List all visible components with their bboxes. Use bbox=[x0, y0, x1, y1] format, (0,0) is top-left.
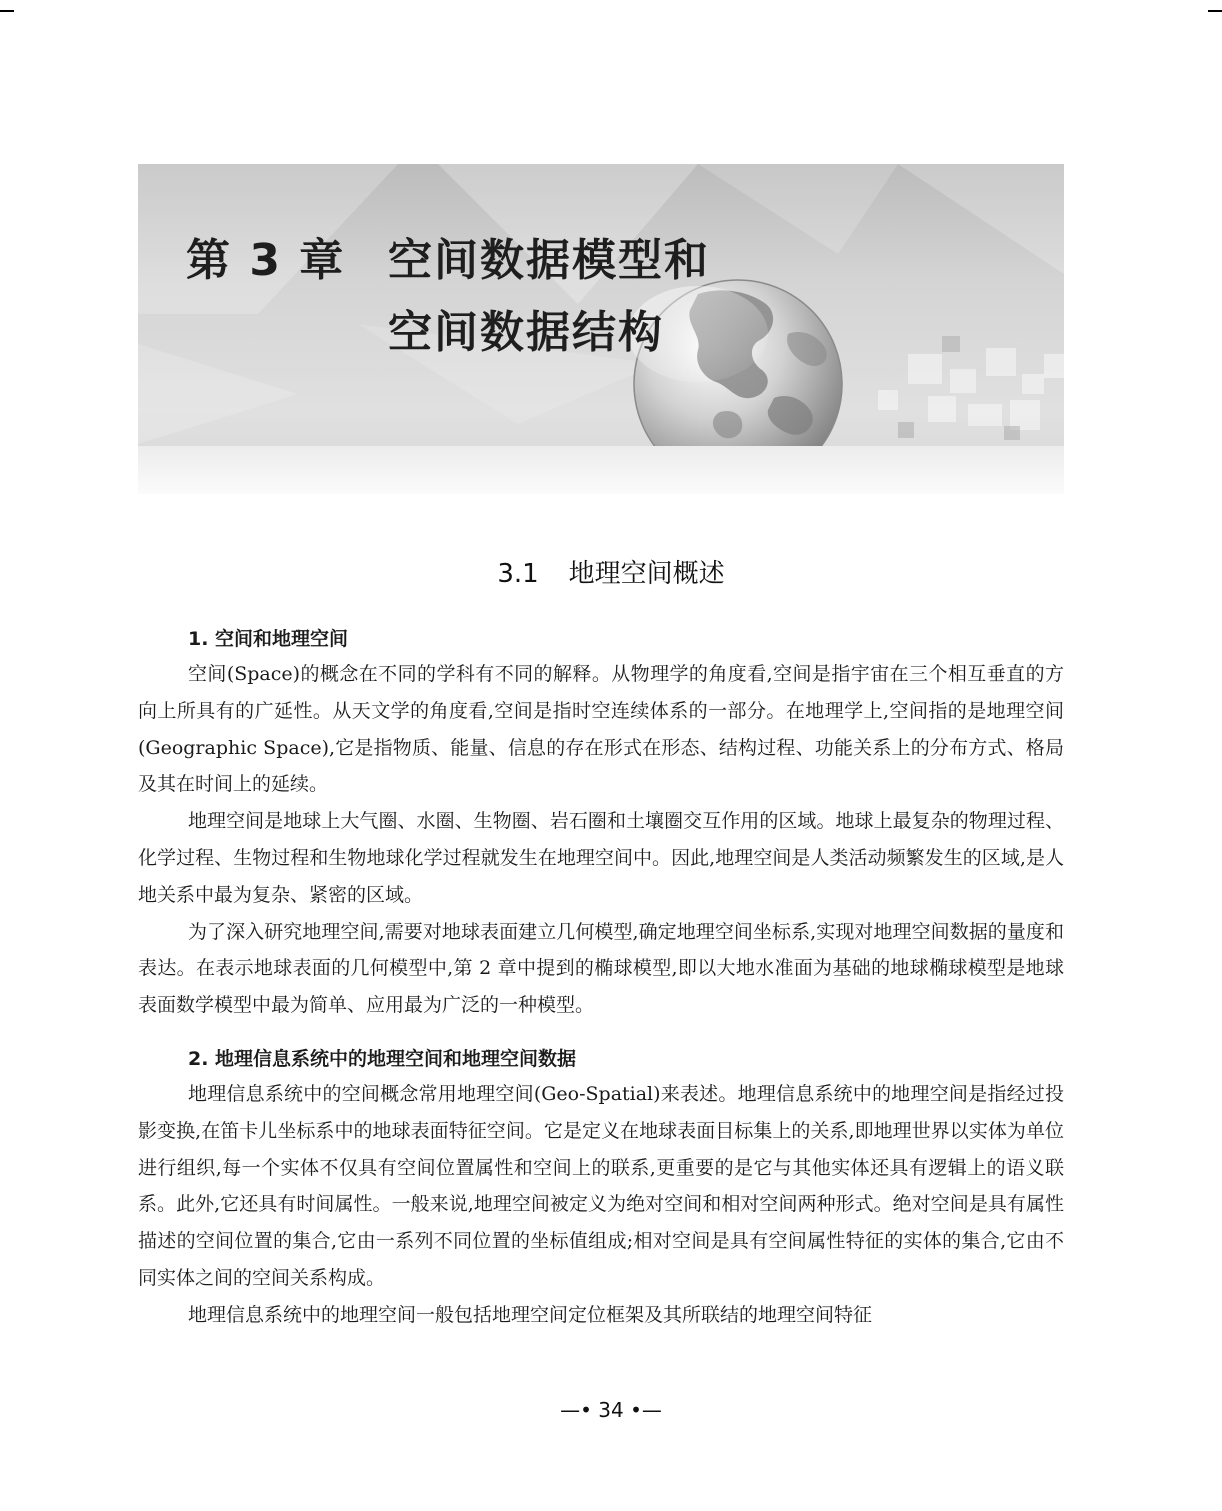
body-content bbox=[138, 622, 1064, 1334]
paragraph: 地理信息系统中的地理空间一般包括地理空间定位框架及其所联结的地理空间特征 bbox=[188, 1303, 873, 1326]
page-number: 34 bbox=[598, 1398, 624, 1422]
section-heading bbox=[0, 553, 1222, 590]
crop-mark-right bbox=[1208, 10, 1222, 12]
paragraph: 地理信息系统中的空间概念常用地理空间(Geo-Spatial)来表述。地理信息系统中的地理空间是指经过投影变换,在笛卡儿坐标系中的地球表面特征空间。它是定义在地球表面目标集上的关系,即地理世界以实体为单位进行组织,每一个实体不仅具有空间位置属性和空间上的联系,更重要的是它与其他实体还具有逻辑上的语义联系。此外,它还具有时间属性。一般来说,地理空间被定义为绝对空间和相对空间两种形式。绝对空间是具有属性描述的空间位置的集合,它由一系列不同位置的坐标值组成;相对空间是具有空间属性特征的实体的集合,它由不同实体之间的空间关系构成。 bbox=[138, 1082, 1064, 1289]
section-gap bbox=[138, 1024, 1064, 1042]
banner-bottom-band bbox=[138, 446, 1064, 494]
page-dash-left: —• bbox=[560, 1398, 592, 1422]
page-dash-right: •— bbox=[630, 1398, 662, 1422]
section-number: 3.1 bbox=[497, 559, 539, 589]
chapter-title-line1: 空间数据模型和 bbox=[388, 235, 710, 286]
paragraph: 空间(Space)的概念在不同的学科有不同的解释。从物理学的角度看,空间是指宇宙在三个相互垂直的方向上所具有的广延性。从天文学的角度看,空间是指时空连续体系的一部分。在地理学上,空间指的是地理空间(Geographic Space),它是指物质、能量、信息的存在形式在形态、结构过程、功能关系上的分布方式、格局及其在时间上的延续。 bbox=[138, 663, 1064, 796]
paragraph: 地理空间是地球上大气圈、水圈、生物圈、岩石圈和土壤圈交互作用的区域。地球上最复杂的物理过程、化学过程、生物过程和生物地球化学过程就发生在地理空间中。因此,地理空间是人类活动频繁发生的区域,是人地关系中最为复杂、紧密的区域。 bbox=[138, 810, 1064, 906]
page-number-footer bbox=[0, 1398, 1222, 1422]
chapter-banner bbox=[138, 164, 1064, 494]
subsection-heading-2: 2. 地理信息系统中的地理空间和地理空间数据 bbox=[188, 1047, 577, 1070]
subsection-heading-1: 1. 空间和地理空间 bbox=[188, 628, 349, 650]
chapter-title-line2: 空间数据结构 bbox=[388, 307, 664, 358]
section-title: 地理空间概述 bbox=[568, 559, 725, 589]
paragraph: 为了深入研究地理空间,需要对地球表面建立几何模型,确定地理空间坐标系,实现对地理空间数据的量度和表达。在表示地球表面的几何模型中,第 2 章中提到的椭球模型,即以大地水准面为基础的地球椭球模型是地球表面数学模型中最为简单、应用最为广泛的一种模型。 bbox=[138, 920, 1064, 1017]
chapter-number: 第 3 章 bbox=[186, 235, 346, 286]
crop-mark-left bbox=[0, 10, 14, 12]
